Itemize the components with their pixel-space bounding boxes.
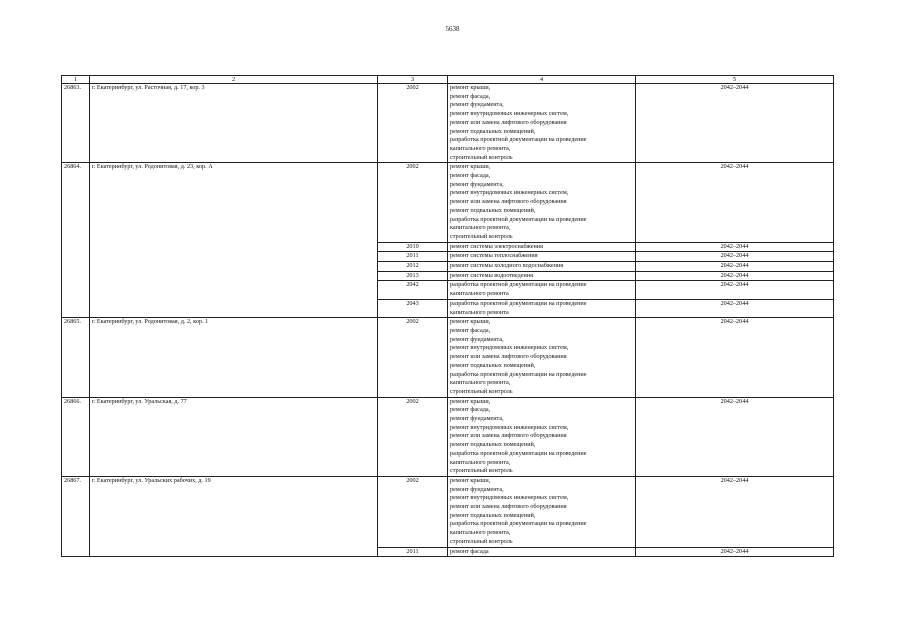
work-line: ремонт фундамента, [450,485,504,493]
work-line: ремонт фасада [450,547,489,555]
work-line: ремонт или замена лифтового оборудования [450,118,567,126]
work-line: ремонт подвальных помещений, [450,511,536,519]
work-code-cell: 2002 [378,84,448,163]
address-cell: г. Екатеринбург, ул. Уральская, д. 77 [90,397,378,476]
work-line: ремонт подвальных помещений, [450,206,536,214]
work-line: ремонт фундамента, [450,415,504,423]
address-cell: г. Екатеринбург, ул. Родонитовая, д. 23, кор. А [90,163,378,318]
work-line: капитального ремонта [450,290,509,298]
work-line: капитального ремонта, [450,224,511,232]
works-cell [448,242,636,252]
column-header-1: 1 [62,76,90,84]
work-code-cell: 2012 [378,262,448,272]
work-line: капитального ремонта, [450,144,511,152]
period-cell: 2042–2044 [636,163,834,242]
period-cell: 2042–2044 [636,476,834,547]
work-line: ремонт системы водоотведения [450,271,533,279]
works-cell [448,252,636,262]
work-line: строительный контроль [450,537,513,545]
column-header-3: 3 [378,76,448,84]
work-line: ремонт системы холодного водоснабжения [450,262,564,270]
work-line: ремонт фундамента, [450,335,504,343]
works-cell [448,84,636,163]
period-cell: 2042–2044 [636,281,834,299]
work-code-cell: 2043 [378,299,448,317]
work-code-cell: 2042 [378,281,448,299]
table-body [62,84,834,557]
work-line: строительный контроль [450,387,513,395]
work-line: капитального ремонта, [450,379,511,387]
address-cell: г. Екатеринбург, ул. Родонитовая, д. 2, кор. 1 [90,318,378,397]
work-code-cell: 2011 [378,252,448,262]
works-cell [448,318,636,397]
page-number: 5638 [445,25,460,33]
work-code-cell: 2002 [378,163,448,242]
work-line: капитального ремонта, [450,458,511,466]
work-line: ремонт или замена лифтового оборудования [450,198,567,206]
row-number-cell: 26866. [62,397,90,476]
table-row [62,318,834,397]
work-code-cell: 2002 [378,397,448,476]
period-cell: 2042–2044 [636,242,834,252]
work-code-cell: 2010 [378,242,448,252]
row-number-cell: 26864. [62,163,90,318]
work-line: ремонт системы электроснабжения [450,242,543,250]
work-line: разработка проектной документации на проведение [450,449,587,457]
period-cell: 2042–2044 [636,318,834,397]
works-cell [448,397,636,476]
works-cell [448,299,636,317]
work-line: ремонт внутридомовых инженерных систем, [450,344,569,352]
work-line: ремонт подвальных помещений, [450,361,536,369]
work-line: капитального ремонта, [450,529,511,537]
work-line: ремонт или замена лифтового оборудования [450,432,567,440]
work-code-cell: 2002 [378,476,448,547]
column-number-row [62,76,834,84]
works-cell [448,547,636,557]
works-cell [448,163,636,242]
work-line: ремонт крыши, [450,476,491,484]
work-line: строительный контроль [450,232,513,240]
period-cell: 2042–2044 [636,299,834,317]
work-line: ремонт фасада, [450,172,491,180]
work-line: ремонт фундамента, [450,180,504,188]
work-line: ремонт внутридомовых инженерных систем, [450,494,569,502]
period-cell: 2042–2044 [636,262,834,272]
works-cell [448,281,636,299]
period-cell: 2042–2044 [636,252,834,262]
works-cell [448,476,636,547]
work-line: ремонт фасада, [450,406,491,414]
row-number-cell: 26863. [62,84,90,163]
work-line: ремонт внутридомовых инженерных систем, [450,423,569,431]
work-line: разработка проектной документации на проведение [450,136,587,144]
row-number-cell: 26865. [62,318,90,397]
work-line: разработка проектной документации на проведение [450,281,587,289]
work-line: ремонт системы теплоснабжения [450,252,538,260]
period-cell: 2042–2044 [636,84,834,163]
period-cell: 2042–2044 [636,271,834,281]
table-row [62,163,834,242]
work-line: разработка проектной документации на проведение [450,215,587,223]
work-line: строительный контроль [450,153,513,161]
work-line: разработка проектной документации на проведение [450,299,587,307]
work-line: разработка проектной документации на проведение [450,370,587,378]
work-line: ремонт крыши, [450,397,491,405]
period-cell: 2042–2044 [636,397,834,476]
work-line: ремонт крыши, [450,163,491,171]
work-line: капитального ремонта [450,308,509,316]
works-cell [448,271,636,281]
work-line: строительный контроль [450,467,513,475]
table-row [62,84,834,163]
work-line: ремонт внутридомовых инженерных систем, [450,189,569,197]
work-line: ремонт или замена лифтового оборудования [450,353,567,361]
work-line: ремонт фасада, [450,92,491,100]
work-line: разработка проектной документации на проведение [450,520,587,528]
work-line: ремонт фундамента, [450,101,504,109]
work-line: ремонт подвальных помещений, [450,127,536,135]
capital-repair-table [61,75,834,557]
work-code-cell: 2013 [378,271,448,281]
work-line: ремонт внутридомовых инженерных систем, [450,110,569,118]
works-cell [448,262,636,272]
work-line: ремонт подвальных помещений, [450,441,536,449]
table-row [62,397,834,476]
column-header-2: 2 [90,76,378,84]
period-cell: 2042–2044 [636,547,834,557]
column-header-5: 5 [636,76,834,84]
work-line: ремонт крыши, [450,84,491,91]
address-cell: г. Екатеринбург, ул. Расточная, д. 17, кор. 3 [90,84,378,163]
work-line: ремонт фасада, [450,326,491,334]
work-line: ремонт или замена лифтового оборудования [450,503,567,511]
column-header-4: 4 [448,76,636,84]
row-number-cell: 26867. [62,476,90,556]
work-code-cell: 2002 [378,318,448,397]
work-code-cell: 2011 [378,547,448,557]
address-cell: г. Екатеринбург, ул. Уральских рабочих, д. 19 [90,476,378,556]
work-line: ремонт крыши, [450,318,491,326]
table-row [62,476,834,547]
